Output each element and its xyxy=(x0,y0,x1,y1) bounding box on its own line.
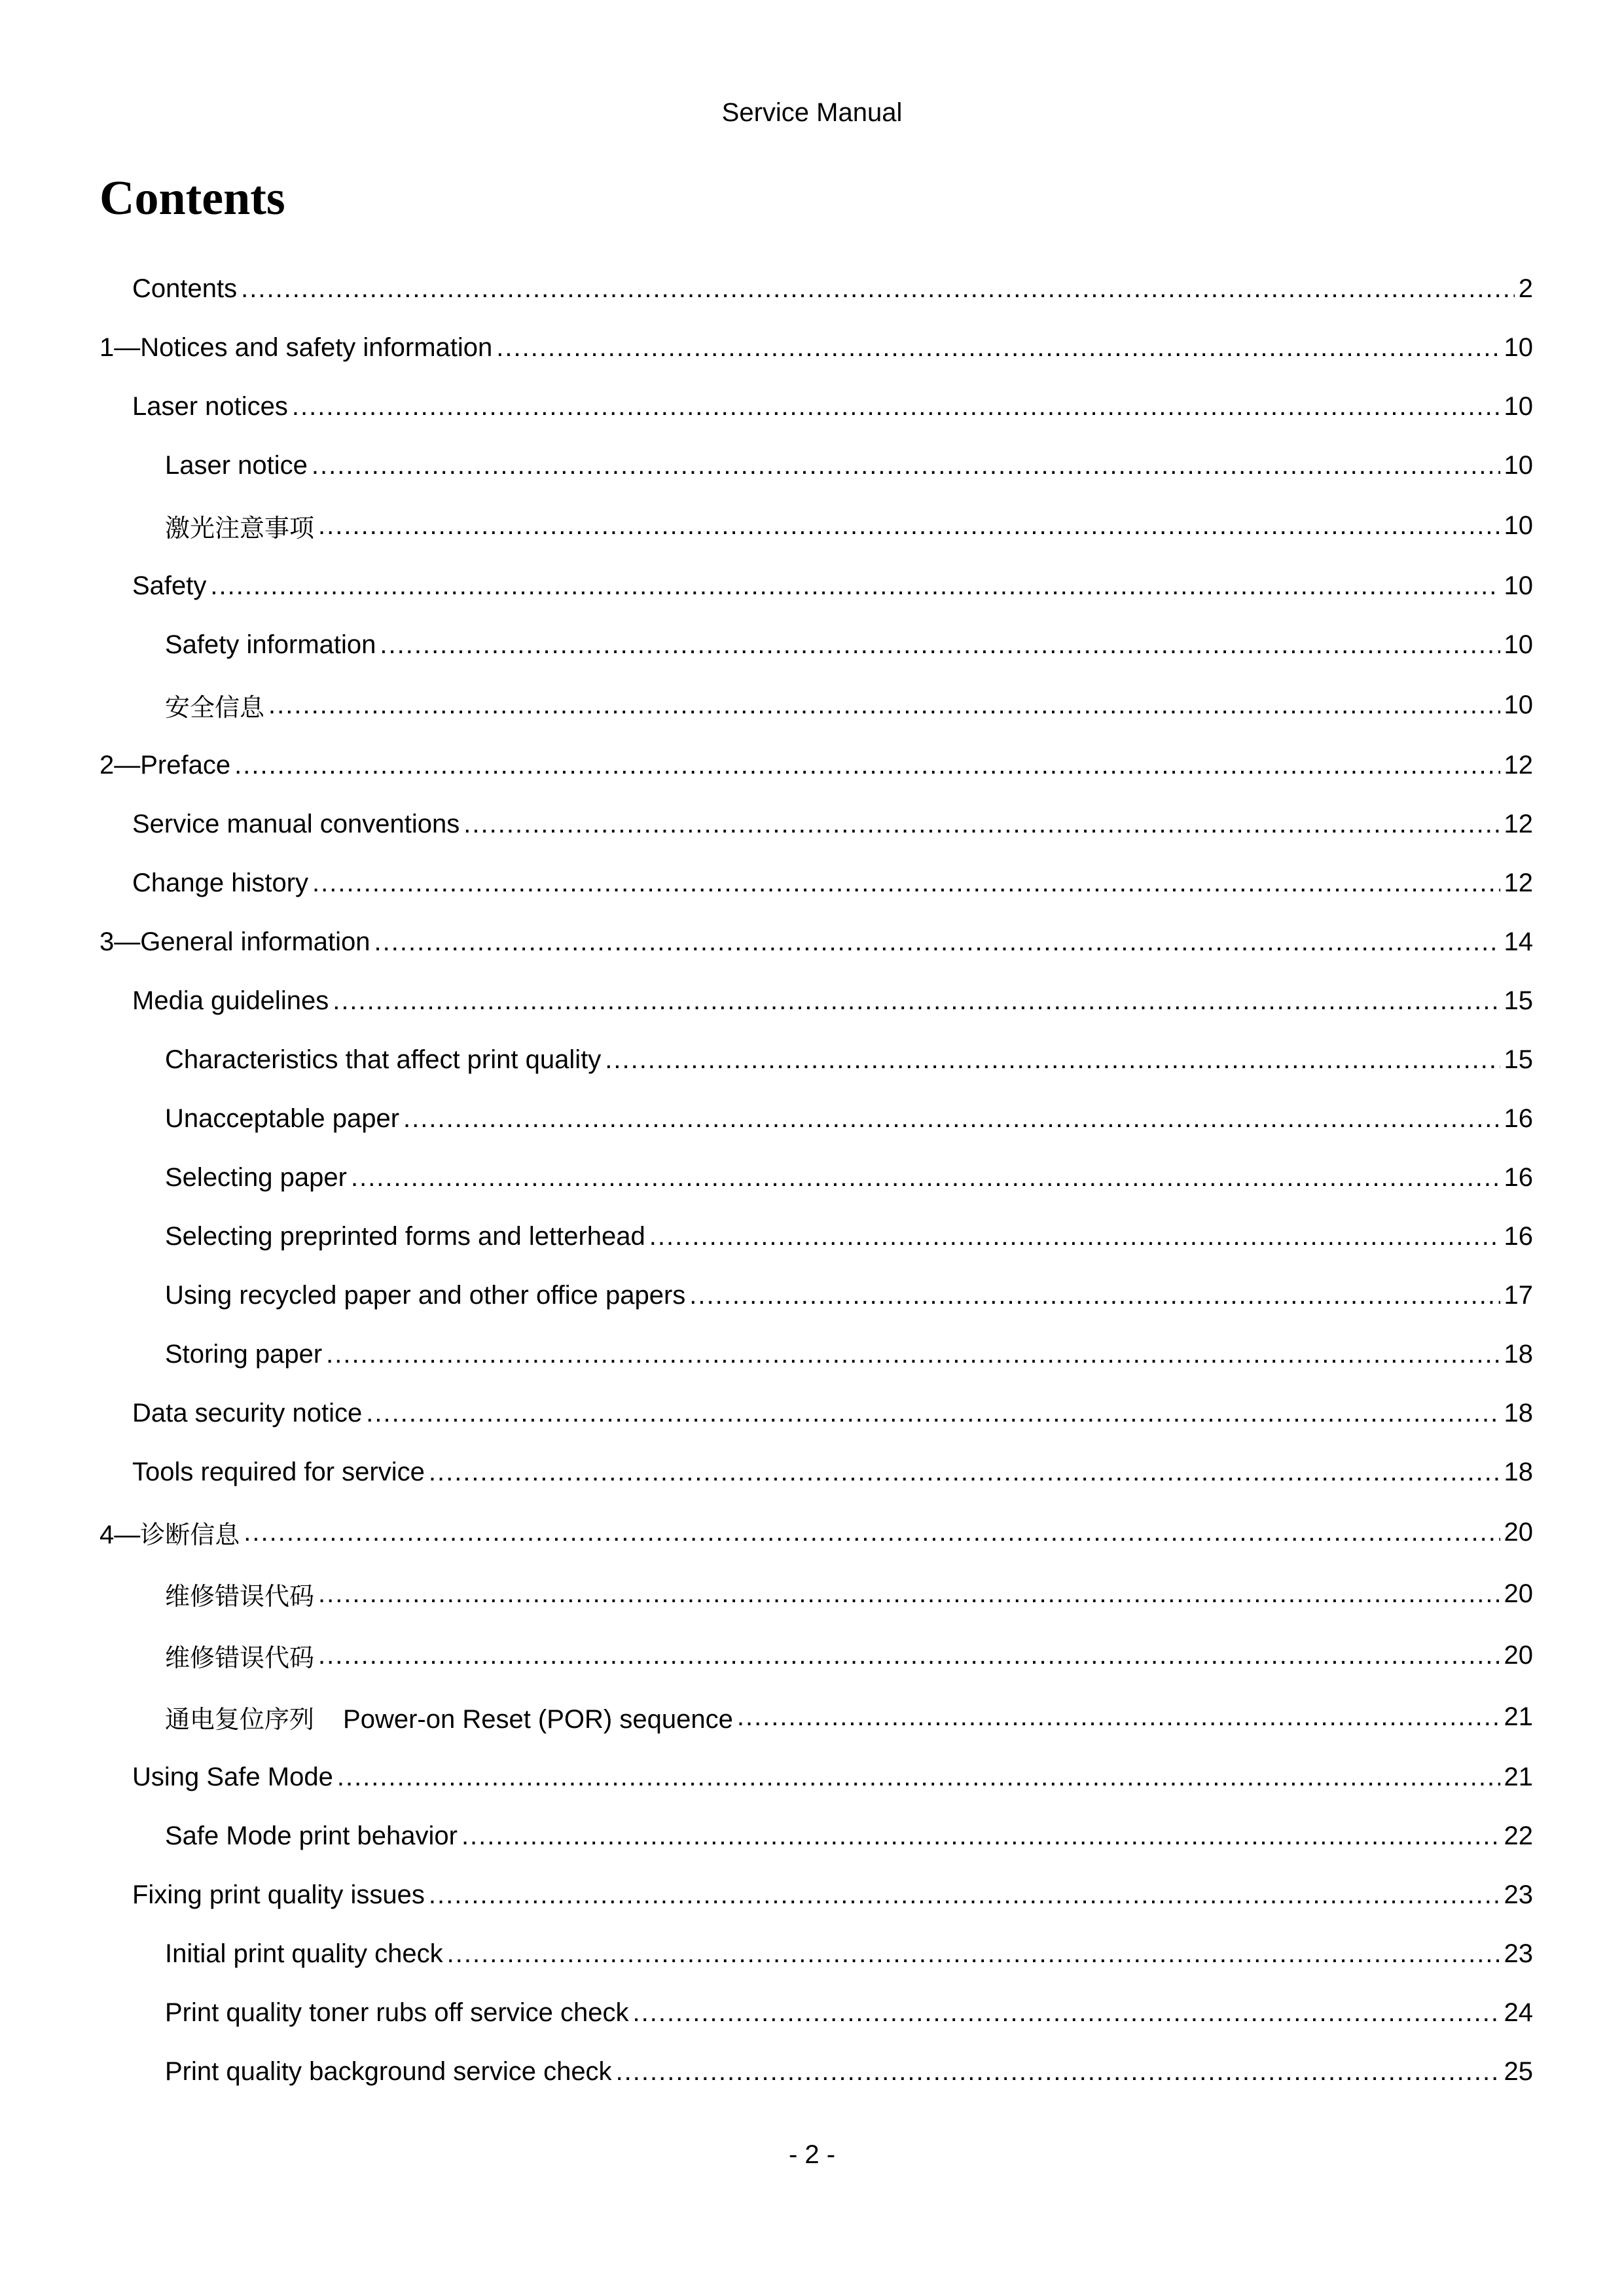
toc-entry-label: Tools required for service xyxy=(132,1457,425,1486)
toc-entry-page: 2 xyxy=(1518,274,1533,303)
toc-entry-page: 21 xyxy=(1504,1702,1533,1731)
toc-entry-page: 18 xyxy=(1504,1457,1533,1486)
toc-dot-leader xyxy=(333,986,1500,1016)
toc-entry[interactable] xyxy=(99,1563,1533,1624)
page-title: Contents xyxy=(99,171,285,225)
toc-dot-leader xyxy=(403,1104,1500,1134)
toc-dot-leader xyxy=(429,1458,1500,1487)
toc-entry-label: Using Safe Mode xyxy=(132,1762,333,1791)
toc-entry-label: Data security notice xyxy=(132,1398,363,1427)
toc-entry-page: 23 xyxy=(1504,1880,1533,1909)
toc-entry[interactable] xyxy=(99,615,1533,674)
toc-entry-page: 12 xyxy=(1504,809,1533,838)
toc-entry-page: 14 xyxy=(1504,927,1533,956)
toc-entry[interactable] xyxy=(99,1443,1533,1501)
toc-entry-page: 16 xyxy=(1504,1162,1533,1192)
toc-entry-page: 15 xyxy=(1504,1045,1533,1074)
toc-entry[interactable] xyxy=(99,1325,1533,1384)
toc-entry-label: 1—Notices and safety information xyxy=(99,332,493,362)
toc-entry-page: 10 xyxy=(1504,571,1533,600)
toc-entry[interactable] xyxy=(99,1806,1533,1865)
toc-entry[interactable] xyxy=(99,1030,1533,1089)
toc-entry-label: Selecting paper xyxy=(165,1162,347,1192)
toc-entry-page: 10 xyxy=(1504,391,1533,421)
toc-dot-leader xyxy=(244,1518,1500,1547)
toc-entry[interactable] xyxy=(99,1384,1533,1443)
toc-dot-leader xyxy=(447,1939,1500,1969)
toc-dot-leader xyxy=(312,451,1500,480)
toc-dot-leader xyxy=(366,1399,1500,1428)
toc-dot-leader xyxy=(461,1821,1500,1851)
toc-entry[interactable] xyxy=(99,436,1533,495)
toc-entry-page: 10 xyxy=(1504,450,1533,480)
toc-entry-page: 15 xyxy=(1504,986,1533,1015)
toc-entry-label: 2—Preface xyxy=(99,750,231,780)
toc-entry[interactable] xyxy=(99,736,1533,795)
toc-dot-leader xyxy=(318,1579,1500,1609)
toc-entry[interactable] xyxy=(99,1983,1533,2042)
toc-entry[interactable] xyxy=(99,795,1533,853)
toc-dot-leader xyxy=(737,1702,1500,1732)
toc-entry-page: 10 xyxy=(1504,332,1533,362)
toc-entry[interactable] xyxy=(99,1624,1533,1686)
toc-entry-label: Media guidelines xyxy=(132,986,329,1015)
toc-entry-label: Fixing print quality issues xyxy=(132,1880,425,1909)
toc-entry-label: Contents xyxy=(132,274,238,303)
toc-entry[interactable] xyxy=(99,495,1533,556)
toc-dot-leader xyxy=(318,1641,1500,1670)
toc-dot-leader xyxy=(337,1763,1500,1792)
toc-entry[interactable] xyxy=(99,556,1533,615)
toc-dot-leader xyxy=(318,511,1500,541)
toc-entry-page: 21 xyxy=(1504,1762,1533,1791)
page-number: - 2 - xyxy=(788,2140,836,2169)
toc-entry-page: 25 xyxy=(1504,2056,1533,2086)
toc-entry-page: 22 xyxy=(1504,1821,1533,1850)
toc-dot-leader xyxy=(268,691,1500,720)
toc-entry-number: 4— xyxy=(99,1520,141,1549)
toc-entry-page: 20 xyxy=(1504,1640,1533,1670)
toc-entry-page: 12 xyxy=(1504,750,1533,780)
toc-entry-page: 12 xyxy=(1504,868,1533,897)
toc-entry-cjk-title: 诊断信息 xyxy=(140,1520,240,1549)
toc-entry-page: 20 xyxy=(1504,1517,1533,1547)
toc-entry[interactable] xyxy=(99,377,1533,436)
toc-dot-leader xyxy=(463,810,1500,839)
toc-dot-leader xyxy=(429,1880,1500,1910)
toc-entry[interactable] xyxy=(99,1207,1533,1266)
page-header: Service Manual xyxy=(721,98,903,127)
toc-entry-label xyxy=(99,1515,240,1551)
toc-entry[interactable] xyxy=(99,912,1533,971)
toc-entry-label: Initial print quality check xyxy=(165,1939,443,1968)
toc-entry[interactable] xyxy=(99,674,1533,736)
toc-entry-label: Service manual conventions xyxy=(132,809,460,838)
toc-entry-label: Laser notices xyxy=(132,391,288,421)
toc-dot-leader xyxy=(605,1045,1500,1075)
toc-entry-label: Using recycled paper and other office papers xyxy=(165,1280,686,1310)
toc-entry-label: Laser notice xyxy=(165,450,308,480)
toc-entry-label: 安全信息 xyxy=(165,692,265,722)
toc-entry[interactable] xyxy=(99,1501,1533,1563)
toc-entry-page: 10 xyxy=(1504,690,1533,719)
toc-entry-label: Selecting preprinted forms and letterhead xyxy=(165,1221,645,1251)
toc-entry-page: 24 xyxy=(1504,1998,1533,2027)
toc-dot-leader xyxy=(210,571,1500,601)
toc-entry-label: Safety xyxy=(132,571,207,600)
table-of-contents xyxy=(99,259,1533,2101)
toc-entry[interactable] xyxy=(99,853,1533,912)
toc-entry[interactable] xyxy=(99,1748,1533,1806)
toc-entry[interactable] xyxy=(99,1266,1533,1325)
toc-entry-label: 维修错误代码 xyxy=(165,1643,315,1672)
toc-entry[interactable] xyxy=(99,1089,1533,1148)
toc-dot-leader xyxy=(351,1163,1500,1193)
toc-entry-label: Change history xyxy=(132,868,309,897)
toc-entry-page: 16 xyxy=(1504,1103,1533,1133)
toc-entry[interactable] xyxy=(99,259,1533,318)
toc-entry[interactable] xyxy=(99,2042,1533,2101)
toc-entry-page: 18 xyxy=(1504,1339,1533,1369)
toc-entry-page: 18 xyxy=(1504,1398,1533,1427)
toc-entry-cjk-title: 通电复位序列 xyxy=(165,1704,315,1734)
toc-entry[interactable] xyxy=(99,1924,1533,1983)
toc-entry-page: 20 xyxy=(1504,1579,1533,1608)
toc-entry-page: 17 xyxy=(1504,1280,1533,1310)
toc-entry-page: 16 xyxy=(1504,1221,1533,1251)
toc-dot-leader xyxy=(649,1222,1500,1251)
toc-entry-label: Characteristics that affect print quality xyxy=(165,1045,602,1074)
toc-dot-leader xyxy=(632,1998,1500,2028)
toc-entry-label: Unacceptable paper xyxy=(165,1103,400,1133)
toc-entry-page: 10 xyxy=(1504,630,1533,659)
toc-dot-leader xyxy=(380,630,1500,660)
toc-entry[interactable] xyxy=(99,1865,1533,1924)
toc-dot-leader xyxy=(374,927,1500,957)
toc-entry-label: Storing paper xyxy=(165,1339,323,1369)
toc-entry-page: 23 xyxy=(1504,1939,1533,1968)
toc-dot-leader xyxy=(326,1340,1500,1369)
toc-entry-label: 3—General information xyxy=(99,927,370,956)
toc-dot-leader xyxy=(241,274,1515,304)
toc-entry-label: Safe Mode print behavior xyxy=(165,1821,458,1850)
toc-entry[interactable] xyxy=(99,1686,1533,1748)
toc-dot-leader xyxy=(292,392,1500,422)
toc-dot-leader xyxy=(616,2057,1500,2087)
toc-entry-label: Print quality toner rubs off service check xyxy=(165,1998,629,2027)
toc-dot-leader xyxy=(234,751,1500,780)
toc-entry[interactable] xyxy=(99,318,1533,377)
toc-entry-label xyxy=(165,1699,733,1735)
toc-entry-english-title: Power-on Reset (POR) sequence xyxy=(343,1704,733,1734)
toc-entry-page: 10 xyxy=(1504,511,1533,540)
toc-dot-leader xyxy=(689,1281,1500,1310)
toc-entry[interactable] xyxy=(99,1148,1533,1207)
toc-entry-label: 维修错误代码 xyxy=(165,1581,315,1611)
toc-dot-leader xyxy=(496,333,1500,363)
toc-entry-label: Print quality background service check xyxy=(165,2056,612,2086)
toc-entry-label: Safety information xyxy=(165,630,376,659)
toc-entry[interactable] xyxy=(99,971,1533,1030)
toc-entry-label: 激光注意事项 xyxy=(165,513,315,543)
toc-dot-leader xyxy=(312,869,1500,898)
